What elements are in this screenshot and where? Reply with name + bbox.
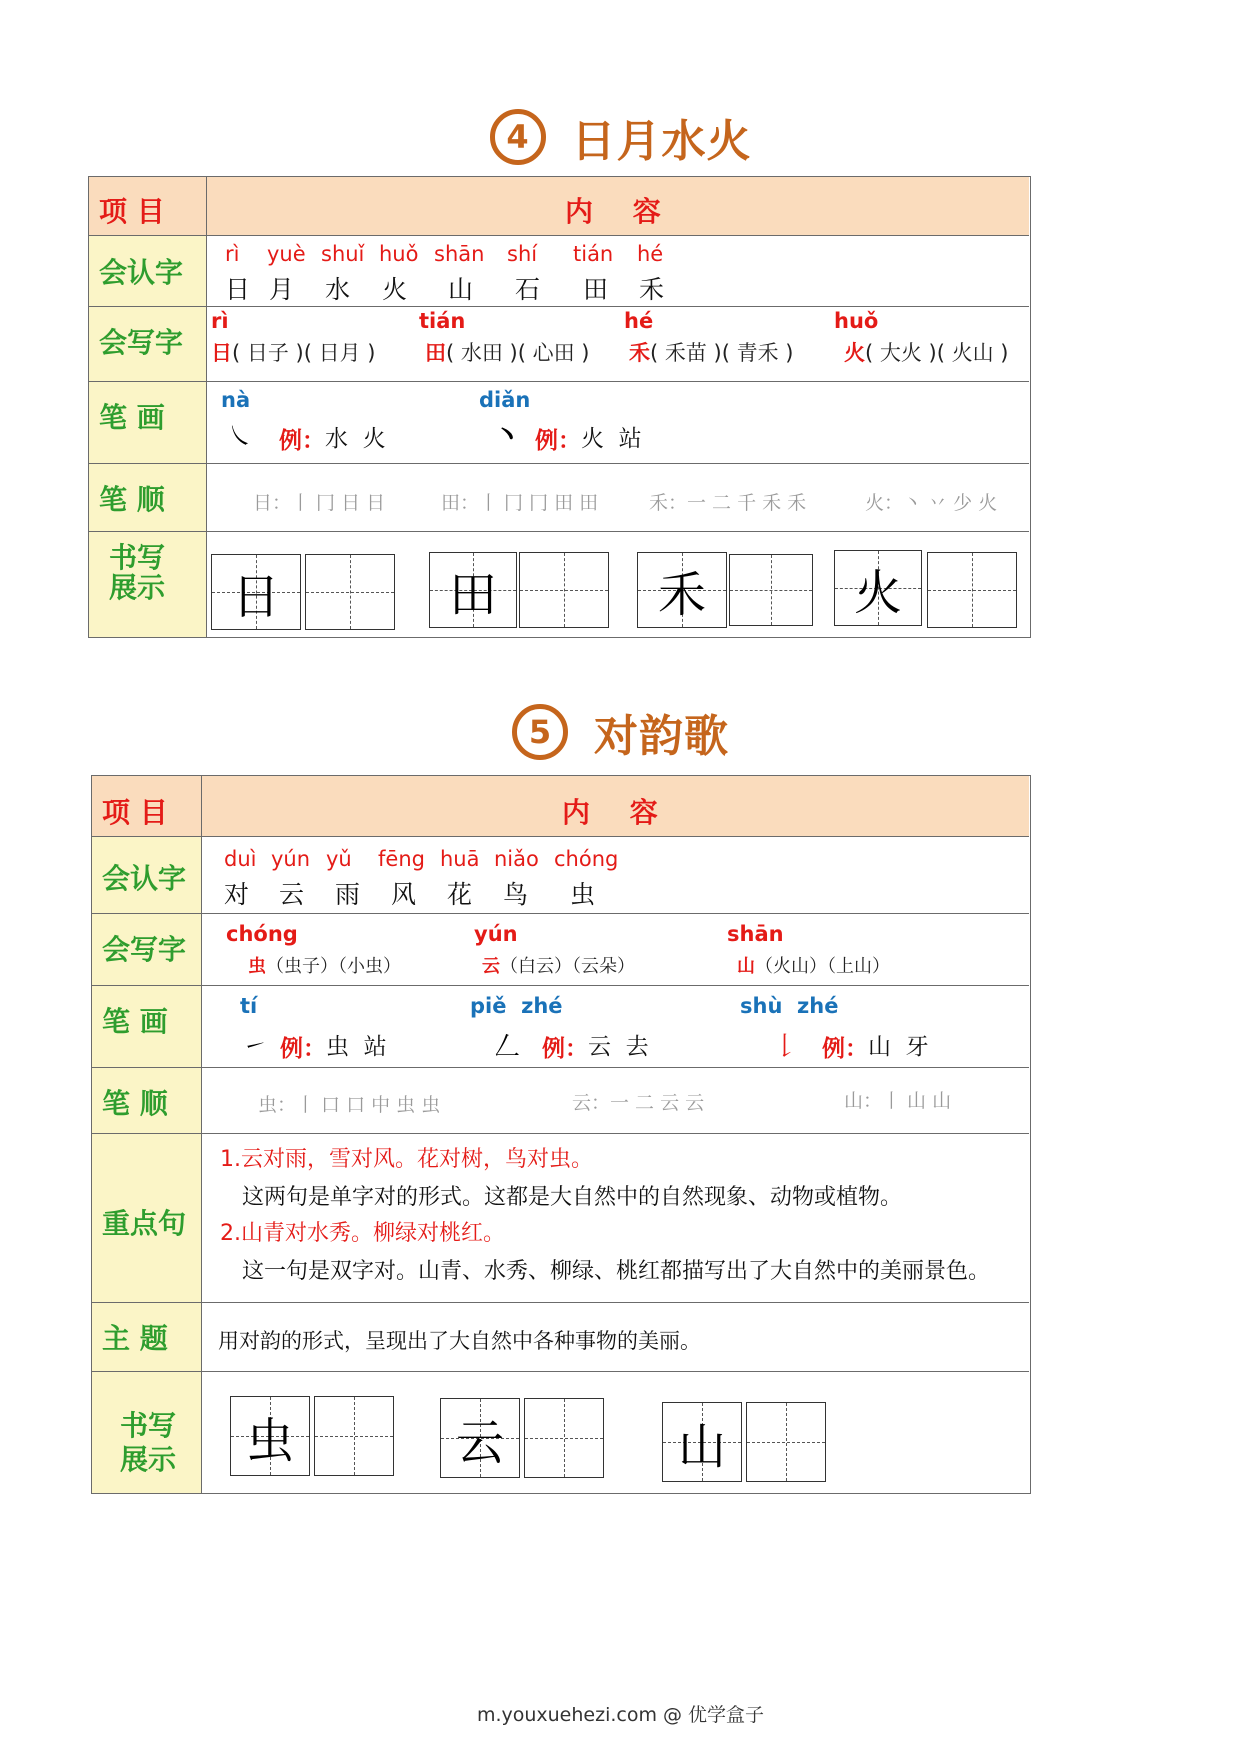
lesson5-title-text: 对韵歌 (594, 711, 729, 762)
pinyin: chóng (554, 847, 619, 871)
pinyin: tí (240, 994, 258, 1018)
lesson5-order-row (92, 1067, 1029, 1133)
stroke-order: 禾：一 二 千 禾 禾 (649, 492, 807, 514)
hanzi: 月 (269, 275, 295, 304)
stroke-order: 云：一 二 云 云 (572, 1092, 705, 1114)
writing-grid-box: 禾 (637, 552, 727, 628)
pinyin: yún (271, 847, 311, 871)
writing-grid-box: 虫 (230, 1396, 310, 1476)
pinyin: hé (637, 242, 664, 266)
write-item: 火( 大火 )( 火山 ) (844, 341, 1009, 365)
stroke-example: 虫 站 (326, 1034, 387, 1060)
writing-grid-box-empty (314, 1396, 394, 1476)
header-content-cell (202, 776, 1029, 836)
footer-watermark: m.youxuehezi.com @ 优学盒子 (476, 1704, 765, 1726)
row-label: 笔 画 (89, 382, 207, 463)
hanzi: 花 (447, 880, 473, 909)
lesson4-show-row (89, 531, 1029, 637)
pinyin: fēng (378, 847, 425, 871)
pinyin: tián (419, 309, 466, 333)
lesson5-header-row (92, 776, 1029, 836)
pinyin: shuǐ (321, 242, 365, 266)
stroke-glyph: 𠃋 (494, 1032, 521, 1062)
pinyin: rì (225, 242, 240, 266)
hanzi: 雨 (335, 880, 361, 909)
row-label: 书写 展示 (89, 532, 207, 637)
lesson5-recognize-row (92, 836, 1029, 913)
pinyin: yǔ (326, 847, 352, 871)
header-content-label: 内 容 (562, 796, 658, 829)
hanzi: 石 (515, 275, 541, 304)
hanzi: 对 (224, 880, 250, 909)
writing-grid-box: 山 (662, 1402, 742, 1482)
lesson5-show-row (92, 1371, 1029, 1493)
row-label: 会写字 (92, 914, 202, 985)
row-label: 会认字 (89, 236, 207, 306)
stroke-order: 日：丨 冂 日 日 (253, 492, 386, 514)
pinyin: huǒ (379, 242, 419, 266)
stroke-order: 火：丶 丷 少 火 (865, 492, 998, 514)
lesson5-write-row (92, 913, 1029, 985)
write-item: 山（火山）（上山） (737, 956, 890, 977)
pinyin: tián (573, 242, 614, 266)
example-label: 例： (279, 428, 325, 454)
write-item: 云（白云）（云朵） (482, 956, 635, 977)
writing-grid-box-empty (927, 552, 1017, 628)
key-explain-1: 这两句是单字对的形式。这都是大自然中的自然现象、动物或植物。 (242, 1185, 903, 1210)
example-label: 例： (535, 428, 581, 454)
header-content-label: 内 容 (565, 195, 661, 228)
key-sentence-1: 1.云对雨，雪对风。花对树，鸟对虫。 (220, 1147, 593, 1172)
writing-grid-box: 日 (211, 554, 301, 630)
header-item-cell: 项 目 (92, 776, 202, 836)
example-label: 例： (280, 1036, 326, 1062)
stroke-example: 水 火 (325, 426, 386, 452)
pinyin: duì (224, 847, 257, 871)
writing-grid-box: 云 (440, 1398, 520, 1478)
writing-grid-box: 火 (834, 550, 922, 626)
lesson5-stroke-row (92, 985, 1029, 1067)
pinyin: shù zhé (740, 994, 839, 1018)
pinyin: piě zhé (470, 994, 563, 1018)
key-sentence-2: 2.山青对水秀。柳绿对桃红。 (220, 1221, 505, 1246)
write-item: 虫（虫子）（小虫） (248, 956, 401, 977)
write-item: 禾( 禾苗 )( 青禾 ) (629, 341, 794, 365)
write-item: 田( 水田 )( 心田 ) (425, 341, 590, 365)
pinyin: shān (727, 922, 784, 946)
hanzi: 水 (325, 275, 351, 304)
lesson4-number-badge: 4 (490, 109, 546, 165)
example-label: 例： (542, 1036, 588, 1062)
stroke-glyph: ㇀ (242, 1032, 269, 1062)
stroke-example: 山 牙 (868, 1034, 929, 1060)
writing-grid-box-empty (305, 554, 395, 630)
example-label: 例： (822, 1036, 868, 1062)
pinyin: shān (434, 242, 485, 266)
lesson4-title (0, 105, 1241, 169)
hanzi: 风 (391, 880, 417, 909)
row-label: 笔 画 (92, 986, 202, 1067)
pinyin: chóng (226, 922, 298, 946)
lesson5-number-badge: 5 (512, 704, 568, 760)
lesson4-write-row (89, 306, 1029, 381)
pinyin: huǒ (834, 309, 879, 333)
row-label: 主 题 (92, 1303, 202, 1371)
hanzi: 云 (279, 880, 305, 909)
hanzi: 鸟 (503, 880, 529, 909)
stroke-order: 田：丨 冂 冂 田 田 (441, 492, 599, 514)
header-item-cell: 项 目 (89, 177, 207, 235)
write-item: 日( 日子 )( 日月 ) (211, 341, 376, 365)
writing-grid-box-empty (524, 1398, 604, 1478)
row-label: 会认字 (92, 837, 202, 913)
hanzi: 山 (448, 275, 474, 304)
theme-text: 用对韵的形式，呈现出了大自然中各种事物的美丽。 (218, 1329, 701, 1353)
stroke-example: 火 站 (581, 426, 642, 452)
lesson5-title (0, 700, 1241, 764)
pinyin: yún (474, 922, 518, 946)
writing-grid-box-empty (519, 552, 609, 628)
lesson5-theme-row (92, 1302, 1029, 1371)
pinyin: hé (624, 309, 654, 333)
pinyin: rì (211, 309, 229, 333)
stroke-glyph: 丶 (493, 419, 522, 452)
header-content-cell (207, 177, 1029, 235)
lesson5-table (91, 775, 1031, 1494)
hanzi: 禾 (639, 275, 665, 304)
pinyin: diǎn (479, 388, 531, 412)
hanzi: 虫 (570, 880, 596, 909)
lesson4-order-row (89, 463, 1029, 531)
stroke-example: 云 去 (588, 1034, 649, 1060)
lesson5-key-row (92, 1133, 1029, 1302)
pinyin: nà (221, 388, 251, 412)
row-label: 书写 展示 (92, 1372, 202, 1493)
pinyin: niǎo (494, 847, 539, 871)
writing-grid-box-empty (729, 554, 813, 626)
stroke-glyph: 𠄌 (772, 1032, 799, 1062)
stroke-glyph: ㇏ (227, 422, 254, 452)
stroke-order: 山：丨 山 山 (844, 1090, 952, 1112)
row-label: 笔 顺 (89, 464, 207, 531)
stroke-order: 虫：丨 口 口 中 虫 虫 (258, 1094, 441, 1116)
hanzi: 田 (583, 275, 609, 304)
writing-grid-box-empty (746, 1402, 826, 1482)
hanzi: 日 (225, 275, 251, 304)
hanzi: 火 (382, 275, 408, 304)
pinyin: shí (507, 242, 538, 266)
pinyin: huā (440, 847, 480, 871)
lesson4-header-row (89, 177, 1029, 235)
key-explain-2: 这一句是双字对。山青、水秀、柳绿、桃红都描写出了大自然中的美丽景色。 (242, 1259, 991, 1284)
pinyin: yuè (267, 242, 306, 266)
writing-grid-box: 田 (429, 552, 517, 628)
lesson4-stroke-row (89, 381, 1029, 463)
lesson4-recognize-row (89, 235, 1029, 306)
row-label: 笔 顺 (92, 1068, 202, 1133)
lesson4-title-text: 日月水火 (571, 116, 752, 167)
row-label: 会写字 (89, 307, 207, 381)
lesson4-table (88, 176, 1031, 638)
row-label: 重点句 (92, 1134, 202, 1302)
